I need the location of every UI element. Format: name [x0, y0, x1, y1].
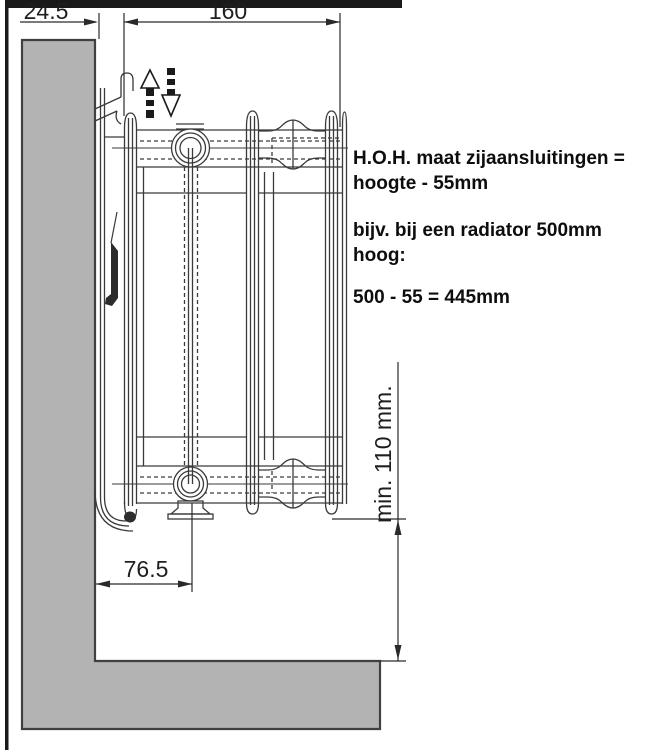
top-connection-boss: [172, 129, 210, 167]
annotation-line-5: 500 - 55 = 445mm: [353, 287, 510, 308]
convector-lobe-bottom: [259, 459, 326, 470]
dimension-side-offset: 76.5: [123, 556, 169, 582]
dimension-wall-gap: 24.5: [23, 0, 69, 24]
annotation-line-1: H.O.H. maat zijaansluitingen =: [353, 148, 625, 169]
front-skin: [343, 112, 347, 504]
dimension-floor-clearance: min. 110 mm.: [370, 385, 396, 523]
foot-flange: [168, 501, 213, 519]
clip-direction-arrows: [141, 68, 180, 118]
left-border: [5, 0, 9, 750]
front-panel: [326, 111, 338, 503]
arrow-down-icon: [162, 68, 180, 116]
radiator-body: [95, 73, 348, 531]
back-panel: [125, 113, 137, 504]
middle-panel: [247, 111, 259, 503]
annotation-block: [353, 146, 643, 310]
bracket-clip: [105, 212, 118, 306]
annotation-line-2: hoogte - 55mm: [353, 173, 489, 194]
annotation-line-4: hoog:: [353, 245, 406, 266]
dimension-radiator-depth: 160: [208, 0, 248, 24]
arrow-up-icon: [141, 70, 159, 118]
annotation-line-3: bijv. bij een radiator 500mm: [353, 220, 602, 241]
bottom-connection-boss: [174, 467, 208, 501]
